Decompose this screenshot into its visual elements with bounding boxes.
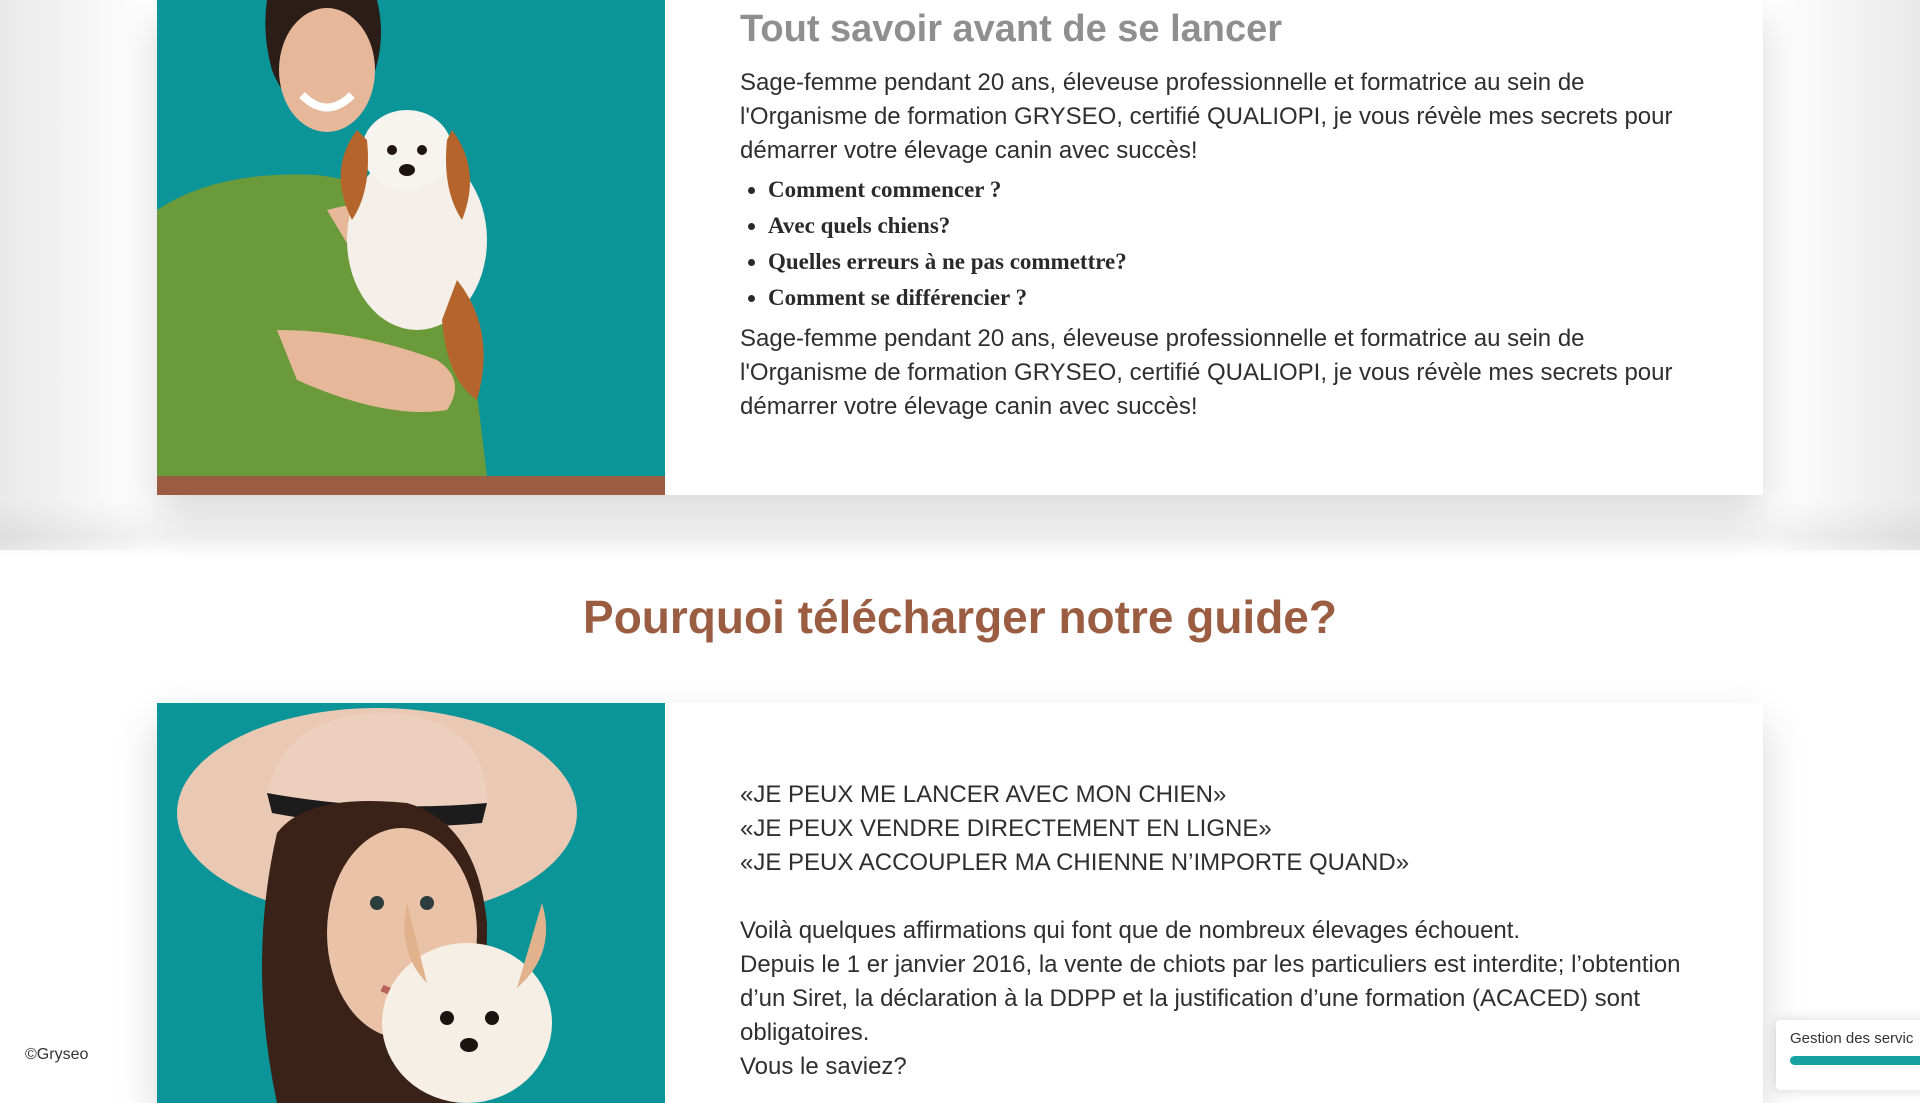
intro-heading: Tout savoir avant de se lancer xyxy=(740,8,1283,50)
outro-paragraph: Sage-femme pendant 20 ans, éleveuse professionnelle et formatrice au sein de l'Organisme de formation GRYSEO, certifié QUALIOPI, je vous révèle mes secrets pour démarrer votre élevage canin avec succès! xyxy=(740,325,1673,420)
guide-line: Voilà quelques affirmations qui font que de nombreux élevages échouent. xyxy=(740,917,1521,944)
section-shadow xyxy=(0,500,1920,560)
cookie-manager-label[interactable]: Gestion des servic xyxy=(1790,1030,1914,1047)
intro-card xyxy=(157,0,1763,495)
list-item: • Comment commencer ? xyxy=(768,172,1700,208)
guide-photo xyxy=(157,703,665,1103)
guide-card xyxy=(157,703,1763,1103)
breeder-photo xyxy=(157,0,665,476)
woman-holding-dog-image xyxy=(157,0,665,476)
list-item: • Comment se différencier ? xyxy=(768,280,1700,316)
intro-text-block xyxy=(740,6,1700,424)
woman-with-chihuahua-image xyxy=(157,703,665,1103)
section-title: Pourquoi télécharger notre guide? xyxy=(583,591,1337,643)
copyright-text: ©Gryseo xyxy=(25,1046,89,1063)
list-item: • Avec quels chiens? xyxy=(768,208,1700,244)
photo-accent-bar xyxy=(157,476,665,495)
cookie-manager-bar[interactable] xyxy=(1790,1056,1920,1065)
guide-text-block xyxy=(740,778,1700,1084)
myth-quotes xyxy=(740,778,1700,880)
guide-line: Vous le saviez? xyxy=(740,1053,907,1080)
question-list xyxy=(740,172,1700,316)
quote-line: «JE PEUX ME LANCER AVEC MON CHIEN» xyxy=(740,781,1227,808)
intro-paragraph: Sage-femme pendant 20 ans, éleveuse professionnelle et formatrice au sein de l'Organisme de formation GRYSEO, certifié QUALIOPI, je vous révèle mes secrets pour démarrer votre élevage canin avec succès! xyxy=(740,69,1673,164)
quote-line: «JE PEUX ACCOUPLER MA CHIENNE N’IMPORTE QUAND» xyxy=(740,849,1410,876)
list-item: • Quelles erreurs à ne pas commettre? xyxy=(768,244,1700,280)
guide-line: Depuis le 1 er janvier 2016, la vente de chiots par les particuliers est interdite; l’obtention d’un Siret, la déclaration à la DDPP et la justification d’une formation (ACACED) sont obligatoires. xyxy=(740,951,1681,1046)
quote-line: «JE PEUX VENDRE DIRECTEMENT EN LIGNE» xyxy=(740,815,1272,842)
